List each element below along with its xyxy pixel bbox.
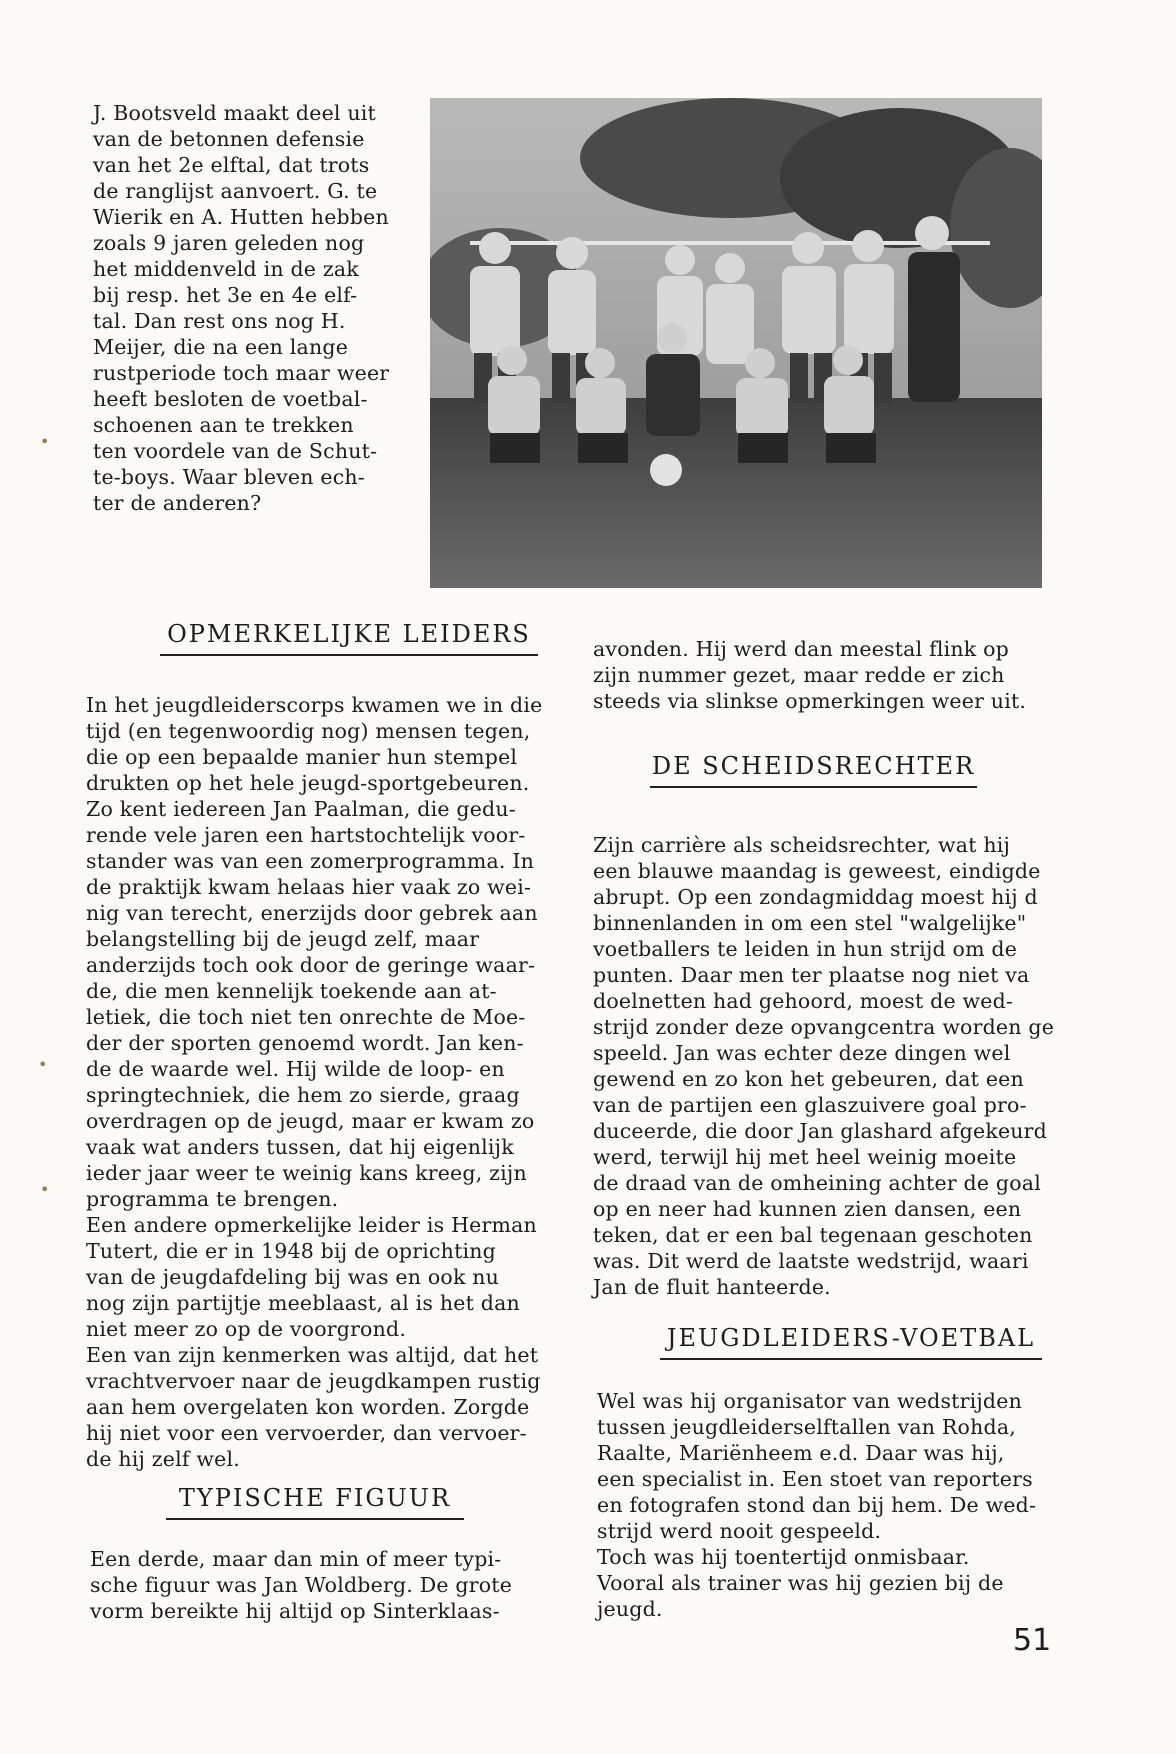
- opmerkelijke-leiders-text: In het jeugdleiderscorps kwamen we in die tijd (en tegenwoordig nog) mensen tegen, die op een bepaalde manier hun stempel drukten op het hele jeugd-sportgebeuren. Zo kent iedereen Jan Paalman, die gedu- rende vele jaren een hartstochtelijk voor- stander was van een zomerprogramma. In de praktijk kwam helaas hier vaak zo wei- nig van terecht, enerzijds door gebrek aan belangstelling bij de jeugd zelf, maar anderzijds toch ook door de geringe waar- de, die men kennelijk toekende aan at- letiek, die toch niet ten onrechte de Moe- der der sporten genoemd wordt. Jan ken- de de waarde wel. Hij wilde de loop- en springtechniek, die hem zo sierde, graag overdragen op de jeugd, maar er kwam zo vaak wat anders tussen, dat hij eigenlijk ieder jaar weer te weinig kans kreeg, zijn programma te brengen. Een andere opmerkelijke leider is Herman Tutert, die er in 1948 bij de oprichting van de jeugdafdeling bij was en ook nu nog zijn partijtje meeblaast, al is het dan niet meer zo op de voorgrond. Een van zijn kenmerken was altijd, dat het vrachtvervoer naar de jeugdkampen rustig aan hem overgelaten kon worden. Zorgde hij niet voor een vervoerder, dan vervoer- de hij zelf wel.: [86, 693, 543, 1471]
- heading-de-scheidsrechter: DE SCHEIDSRECHTER: [650, 752, 977, 788]
- decorative-mark: •: [38, 1055, 48, 1074]
- heading-typische-figuur: TYPISCHE FIGUUR: [166, 1484, 464, 1520]
- heading-opmerkelijke-leiders: OPMERKELIJKE LEIDERS: [160, 620, 538, 656]
- typische-figuur-text: Een derde, maar dan min of meer typi- sche figuur was Jan Woldberg. De grote vorm bereikte hij altijd op Sinterklaas-: [90, 1547, 513, 1623]
- de-scheidsrechter-text: Zijn carrière als scheidsrechter, wat hij een blauwe maandag is geweest, eindigde abrupt. Op een zondagmiddag moest hij d binnenlanden in om een stel "walgelijke" voetballers te leiden in hun strijd om de punten. Daar men ter plaatse nog niet va doelnetten had gehoord, moest de wed- strijd zonder deze opvangcentra worden ge speeld. Jan was echter deze dingen wel gewend en zo kon het gebeuren, dat een van de partijen een glaszuivere goal pro- duceerde, die door Jan glashard afgekeurd werd, terwijl hij met heel weinig moeite de draad van de omheining achter de goal op en neer had kunnen zien dansen, een teken, dat er een bal tegenaan geschoten was. Dit werd de laatste wedstrijd, waari Jan de fluit hanteerde.: [593, 833, 1055, 1299]
- decorative-mark: •: [40, 432, 50, 451]
- heading-jeugdleiders-voetbal: JEUGDLEIDERS-VOETBAL: [660, 1324, 1042, 1360]
- intro-paragraph: J. Bootsveld maakt deel uit van de betonnen defensie van het 2e elftal, dat trots de ranglijst aanvoert. G. te Wierik en A. Hutten hebben zoals 9 jaren geleden nog het middenveld in de zak bij resp. het 3e en 4e elf- tal. Dan rest ons nog H. Meijer, die na een lange rustperiode toch maar weer heeft besloten de voetbal- schoenen aan te trekken ten voordele van de Schut- te-boys. Waar bleven ech- ter de anderen?: [93, 101, 390, 515]
- continuation-text: avonden. Hij werd dan meestal flink op zijn nummer gezet, maar redde er zich steeds via slinkse opmerkingen weer uit.: [593, 637, 1027, 713]
- jeugdleiders-voetbal-text: Wel was hij organisator van wedstrijden tussen jeugdleiderselftallen van Rohda, Raalte, Mariënheem e.d. Daar was hij, een specialist in. Een stoet van reporters en fotografen stond dan bij hem. De wed- strijd werd nooit gespeeld. Toch was hij toentertijd onmisbaar. Vooral als trainer was hij gezien bij de jeugd.: [597, 1389, 1037, 1621]
- decorative-mark: •: [40, 1180, 50, 1199]
- page-number: 51: [1013, 1623, 1052, 1658]
- team-photo-illustration: [430, 98, 1042, 588]
- team-photo: [430, 98, 1042, 588]
